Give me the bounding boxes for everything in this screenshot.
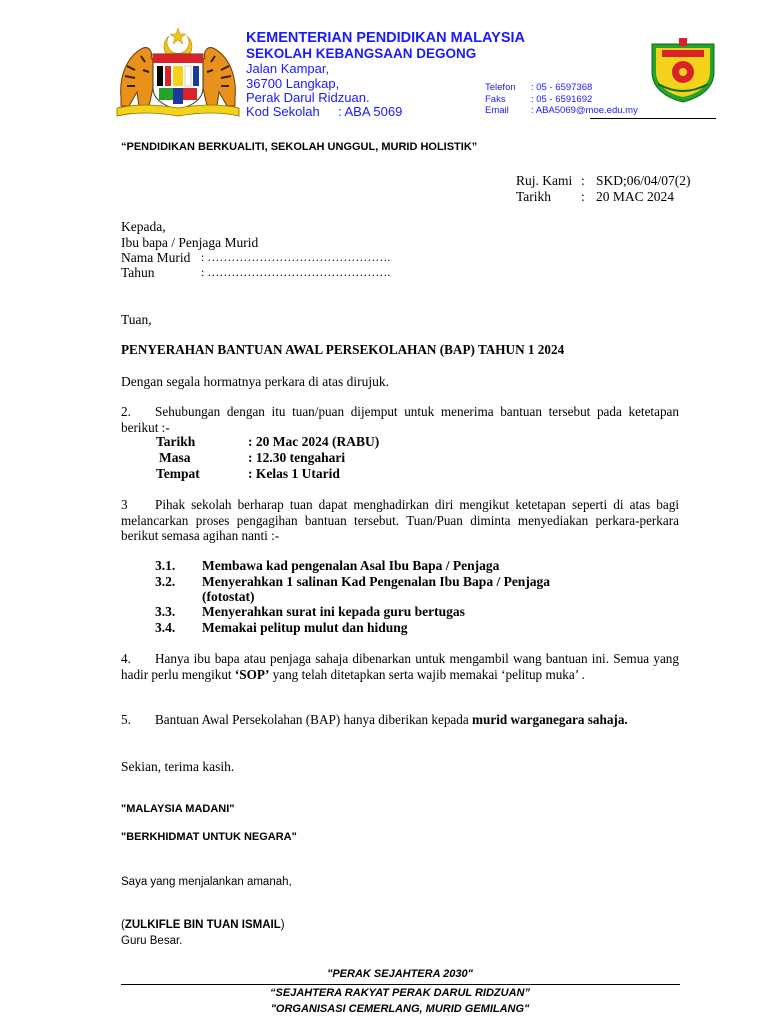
paragraph-3-text: Pihak sekolah berharap tuan dapat menghadirkan diri mengikut ketetapan seperti di atas bagi melancarkan proses pengagihan bantuan tersebut. Tuan/Puan diminta menyediakan perkara-perkara berikut semasa agihan nanti :- xyxy=(121,497,679,543)
phone-value: : 05 - 6597368 xyxy=(531,82,593,93)
item-3-1-text: Membawa kad pengenalan Asal Ibu Bapa / Penjaga xyxy=(202,558,500,573)
phone-label: Telefon xyxy=(485,82,516,93)
paragraph-1: Dengan segala hormatnya perkara di atas dirujuk. xyxy=(121,374,390,389)
recipient-line: Ibu bapa / Penjaga Murid xyxy=(121,235,259,250)
paragraph-5 xyxy=(121,712,628,728)
ref-value: SKD;06/04/07(2) xyxy=(596,173,691,188)
fax-value: : 05 - 6591692 xyxy=(531,94,593,105)
school-logo-icon xyxy=(648,38,718,104)
paragraph-2-text: Sehubungan dengan itu tuan/puan dijemput untuk menerima bantuan tersebut pada ketetapan berikut :- xyxy=(121,404,679,435)
recipient-kepada: Kepada, xyxy=(121,219,166,234)
paragraph-5-text-b: murid warganegara sahaja. xyxy=(472,712,628,727)
item-3-2-text-2: (fotostat) xyxy=(202,589,255,604)
school-slogan: “PENDIDIKAN BERKUALITI, SEKOLAH UNGGUL, MURID HOLISTIK” xyxy=(121,141,478,153)
signer-name: ZULKIFLE BIN TUAN ISMAIL xyxy=(124,919,281,931)
motto-malaysia-madani: "MALAYSIA MADANI" xyxy=(121,803,235,815)
paragraph-4-text-a: Hanya ibu bapa atau penjaga sahaja dibenarkan untuk mengambil wang bantuan ini. Semua yang hadir perlu mengikut xyxy=(121,651,679,682)
ministry-name: KEMENTERIAN PENDIDIKAN MALAYSIA xyxy=(246,30,526,46)
address-line-2: 36700 Langkap, xyxy=(246,76,340,91)
detail-time-label: Masa xyxy=(159,450,191,465)
year-field: : ………………………………………. xyxy=(201,265,391,279)
signer-paren-open: ( xyxy=(121,919,125,931)
email-value[interactable]: : ABA5069@moe.edu.my xyxy=(531,105,638,116)
paragraph-4-sop: ‘SOP’ xyxy=(234,666,270,682)
paragraph-3 xyxy=(121,497,679,544)
item-3-2-number: 3.2. xyxy=(155,574,176,589)
item-3-3-number: 3.3. xyxy=(155,604,176,619)
date-label: Tarikh xyxy=(516,189,552,204)
ref-colon: : xyxy=(581,173,585,188)
student-name-field: : ………………………………………. xyxy=(201,250,391,264)
closing-text: Sekian, terima kasih. xyxy=(121,759,235,774)
footer-line-2: “SEJAHTERA RAKYAT PERAK DARUL RIDZUAN” xyxy=(270,987,530,999)
email-label: Email xyxy=(485,105,509,116)
item-3-4-number: 3.4. xyxy=(155,620,176,635)
detail-place-label: Tempat xyxy=(156,466,200,481)
footer-line-1: "PERAK SEJAHTERA 2030" xyxy=(327,968,473,980)
school-code-label: Kod Sekolah xyxy=(246,104,320,119)
amanah-text: Saya yang menjalankan amanah, xyxy=(121,876,292,888)
item-3-1-number: 3.1. xyxy=(155,558,176,573)
year-label: Tahun xyxy=(121,265,155,280)
footer-line-3: "ORGANISASI CEMERLANG, MURID GEMILANG" xyxy=(270,1003,530,1015)
paragraph-5-text-a: Bantuan Awal Persekolahan (BAP) hanya diberikan kepada xyxy=(155,712,473,727)
address-line-1: Jalan Kampar, xyxy=(246,61,330,76)
signer-name-line xyxy=(121,919,285,931)
student-name-label: Nama Murid xyxy=(121,250,191,265)
paragraph-2 xyxy=(121,404,679,435)
school-code-value: : ABA 5069 xyxy=(338,104,403,119)
letter-title: PENYERAHAN BANTUAN AWAL PERSEKOLAHAN (BAP) TAHUN 1 2024 xyxy=(121,342,565,357)
paragraph-4-number: 4. xyxy=(121,651,131,666)
detail-date-value: : 20 Mac 2024 (RABU) xyxy=(248,434,380,449)
paragraph-5-number: 5. xyxy=(121,712,131,727)
signer-title: Guru Besar. xyxy=(121,935,183,947)
detail-date-label: Tarikh xyxy=(156,434,196,449)
date-value: 20 MAC 2024 xyxy=(596,189,675,204)
address-line-3: Perak Darul Ridzuan. xyxy=(246,90,370,105)
item-3-2-text: Menyerahkan 1 salinan Kad Pengenalan Ibu Bapa / Penjaga xyxy=(202,574,551,589)
school-name: SEKOLAH KEBANGSAAN DEGONG xyxy=(246,46,477,61)
footer-rule xyxy=(121,984,680,985)
detail-time-value: : 12.30 tengahari xyxy=(248,450,346,465)
signer-paren-close: ) xyxy=(280,919,285,931)
salutation: Tuan, xyxy=(121,312,152,327)
malaysia-crest-icon xyxy=(113,26,243,118)
date-colon: : xyxy=(581,189,585,204)
motto-berkhidmat: "BERKHIDMAT UNTUK NEGARA" xyxy=(121,831,297,843)
item-3-4-text: Memakai pelitup mulut dan hidung xyxy=(202,620,408,635)
paragraph-4 xyxy=(121,651,679,682)
paragraph-3-number: 3 xyxy=(121,497,128,512)
detail-place-value: : Kelas 1 Utarid xyxy=(248,466,340,481)
paragraph-2-number: 2. xyxy=(121,404,131,419)
paragraph-4-text-c: yang telah ditetapkan serta wajib memakai ‘pelitup muka’ . xyxy=(269,666,585,682)
fax-label: Faks xyxy=(485,94,506,105)
ref-label: Ruj. Kami xyxy=(516,173,573,188)
item-3-3-text: Menyerahkan surat ini kepada guru bertugas xyxy=(202,604,465,619)
header-rule xyxy=(590,118,716,119)
